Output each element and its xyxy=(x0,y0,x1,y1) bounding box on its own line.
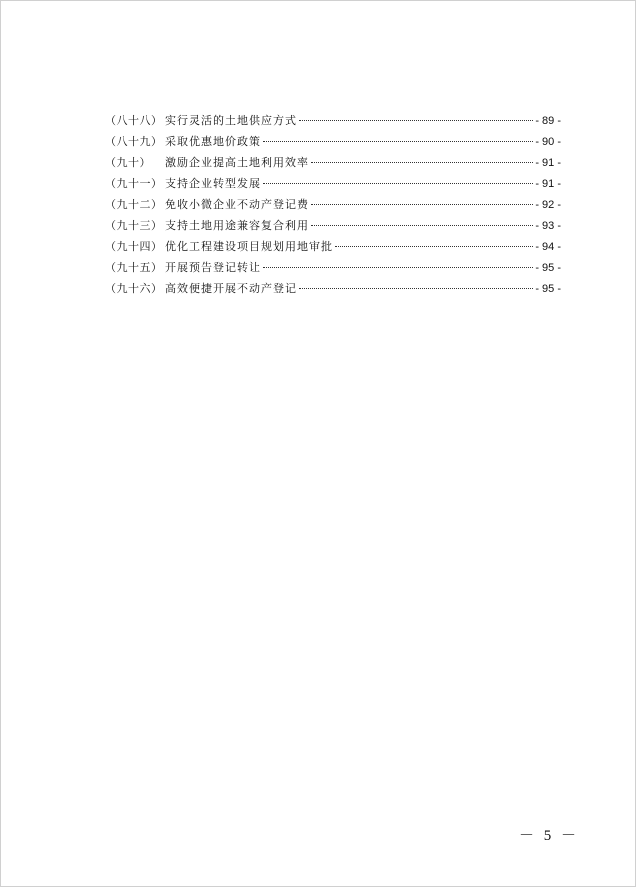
toc-entry-title: 支持土地用途兼容复合利用 xyxy=(165,219,309,232)
table-of-contents xyxy=(105,110,565,299)
toc-entry-88[interactable] xyxy=(105,110,565,131)
toc-entry-number: （九十三） xyxy=(105,219,163,232)
toc-dot-leader xyxy=(263,141,533,142)
toc-entry-page: - 95 - xyxy=(535,262,561,274)
toc-entry-title: 实行灵活的土地供应方式 xyxy=(165,114,297,127)
toc-entry-title: 激励企业提高土地利用效率 xyxy=(165,156,309,169)
toc-entry-title: 免收小微企业不动产登记费 xyxy=(165,198,309,211)
toc-entry-title: 支持企业转型发展 xyxy=(165,177,261,190)
toc-entry-page: - 92 - xyxy=(535,199,561,211)
toc-entry-number: （八十九） xyxy=(105,135,163,148)
toc-entry-number: （九十） xyxy=(105,156,151,169)
toc-entry-page: - 89 - xyxy=(535,115,561,127)
toc-entry-number: （九十四） xyxy=(105,240,163,253)
toc-entry-page: - 90 - xyxy=(535,136,561,148)
toc-dot-leader xyxy=(299,288,533,289)
toc-entry-page: - 91 - xyxy=(535,157,561,169)
toc-dot-leader xyxy=(263,267,533,268)
toc-entry-page: - 94 - xyxy=(535,241,561,253)
toc-entry-91[interactable] xyxy=(105,173,565,194)
toc-entry-title: 优化工程建设项目规划用地审批 xyxy=(165,240,333,253)
toc-entry-89[interactable] xyxy=(105,131,565,152)
toc-entry-number: （九十五） xyxy=(105,261,163,274)
page-number: － 5 － xyxy=(519,828,580,844)
toc-dot-leader xyxy=(335,246,533,247)
toc-entry-page: - 93 - xyxy=(535,220,561,232)
toc-entry-92[interactable] xyxy=(105,194,565,215)
toc-entry-number: （九十一） xyxy=(105,177,163,190)
toc-entry-93[interactable] xyxy=(105,215,565,236)
toc-dot-leader xyxy=(299,120,533,121)
toc-entry-94[interactable] xyxy=(105,236,565,257)
toc-entry-page: - 95 - xyxy=(535,283,561,295)
toc-dot-leader xyxy=(311,204,533,205)
toc-dot-leader xyxy=(311,162,533,163)
toc-entry-number: （八十八） xyxy=(105,114,163,127)
toc-dot-leader xyxy=(263,183,533,184)
toc-entry-title: 采取优惠地价政策 xyxy=(165,135,261,148)
toc-entry-title: 高效便捷开展不动产登记 xyxy=(165,282,297,295)
toc-entry-96[interactable] xyxy=(105,278,565,299)
toc-entry-title: 开展预告登记转让 xyxy=(165,261,261,274)
toc-entry-number: （九十六） xyxy=(105,282,163,295)
toc-entry-number: （九十二） xyxy=(105,198,163,211)
toc-entry-95[interactable] xyxy=(105,257,565,278)
toc-entry-90[interactable] xyxy=(105,152,565,173)
toc-dot-leader xyxy=(311,225,533,226)
toc-entry-page: - 91 - xyxy=(535,178,561,190)
